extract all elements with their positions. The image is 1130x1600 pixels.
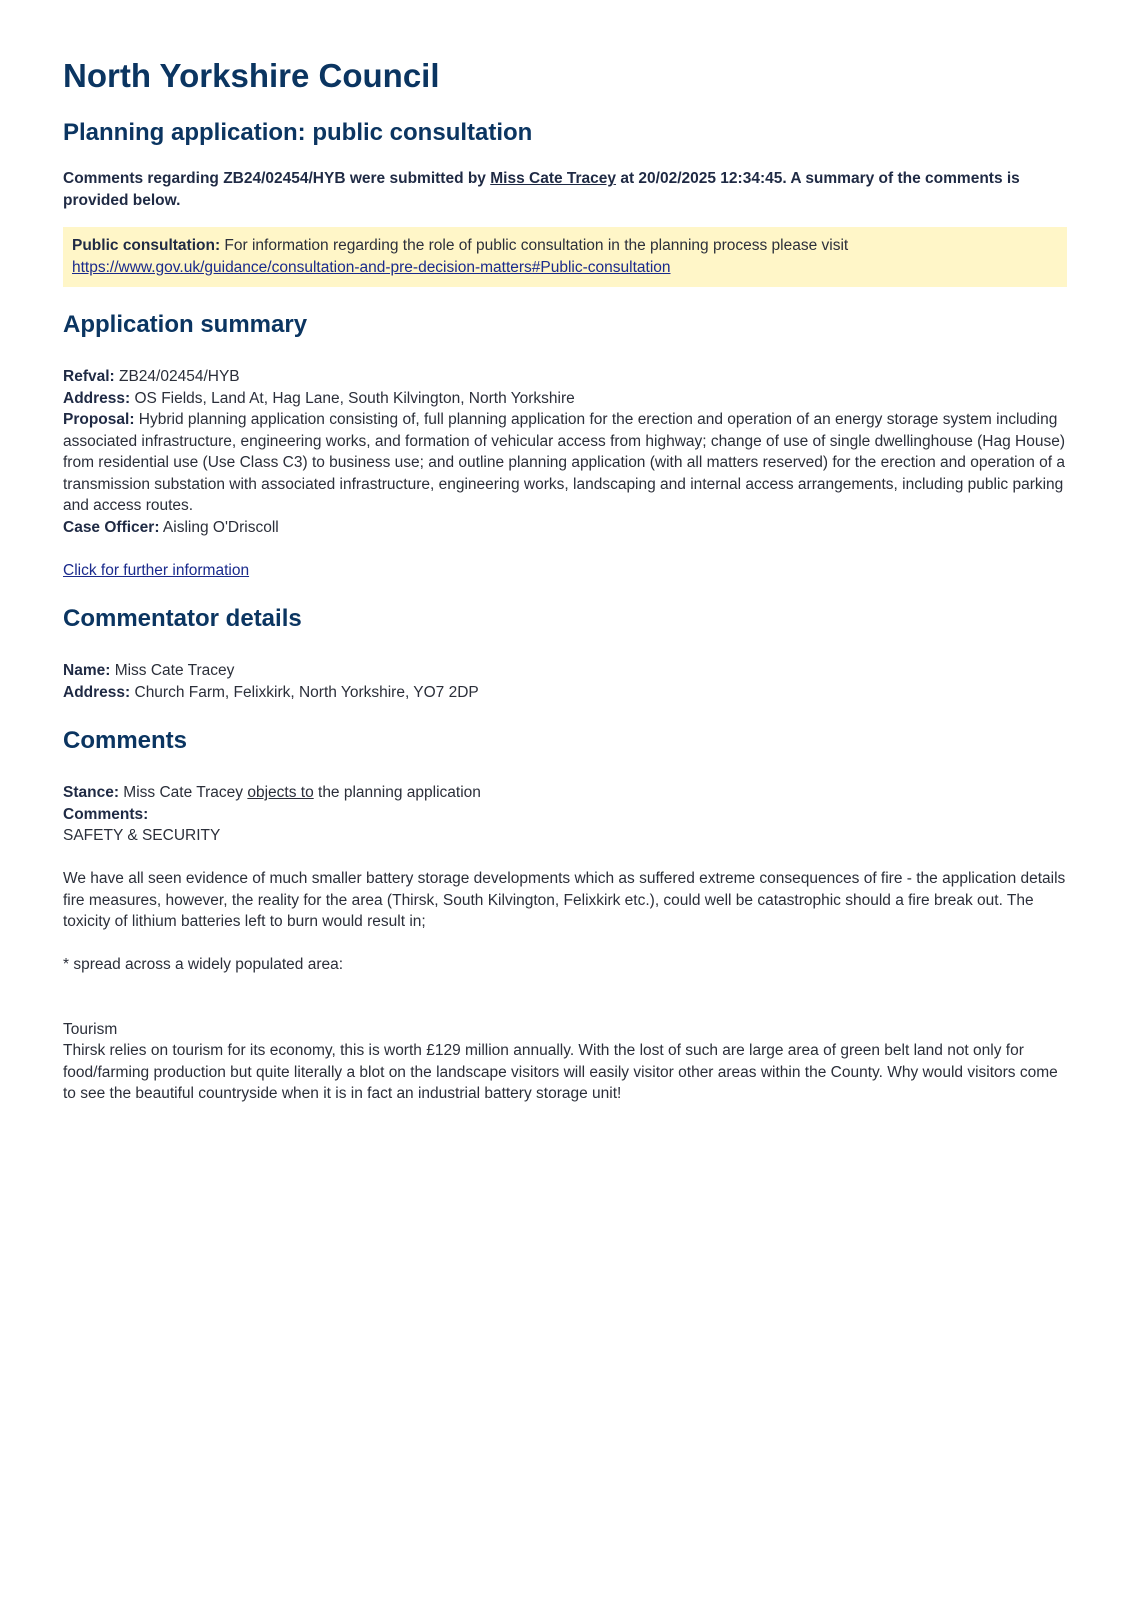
stance-row — [63, 782, 1067, 804]
stance-prefix: Miss Cate Tracey — [119, 784, 248, 801]
submission-intro — [63, 168, 1067, 211]
stance-action: objects to — [247, 784, 314, 801]
case-officer-value: Aisling O'Driscoll — [159, 518, 279, 536]
notice-text: For information regarding the role of public consultation in the planning process please visit — [220, 237, 849, 254]
council-title: North Yorkshire Council — [63, 57, 440, 94]
comment-paragraph-safety: We have all seen evidence of much smaller battery storage developments which as suffered extreme consequences of fire - the application details fire measures, however, the reality for the area (Thirsk, South Kilvington, Felixkirk etc.), could well be catastrophic should a fire break out. The toxicity of lithium batteries left to burn would result in; — [63, 870, 1066, 930]
further-info-link[interactable]: Click for further information — [63, 561, 250, 579]
further-info-row — [63, 560, 1067, 582]
comment-bullet: * spread across a widely populated area: — [63, 956, 344, 973]
comments-heading: Comments — [63, 727, 188, 754]
comment-heading-safety: SAFETY & SECURITY — [63, 827, 221, 844]
refval-value: ZB24/02454/HYB — [114, 368, 240, 385]
notice-label: Public consultation: — [72, 237, 221, 254]
comments-body — [63, 782, 1067, 1105]
proposal-row — [63, 409, 1067, 517]
document-page — [63, 52, 1067, 1105]
public-consultation-notice — [63, 227, 1067, 287]
case-officer-label: Case Officer: — [63, 518, 160, 536]
case-officer-row — [63, 517, 1067, 539]
commentator-address-value: Church Farm, Felixkirk, North Yorkshire, YO7 2DP — [130, 683, 479, 701]
commenter-link[interactable]: Miss Cate Tracey — [490, 170, 617, 187]
commentator-address-row — [63, 682, 1067, 704]
proposal-label: Proposal: — [63, 411, 135, 428]
page-subtitle: Planning application: public consultation — [63, 119, 533, 146]
refval-label: Refval: — [63, 368, 115, 385]
guidance-link[interactable]: https://www.gov.uk/guidance/consultation-and-pre-decision-matters#Public-consultation — [72, 258, 671, 276]
stance-suffix: the planning application — [313, 784, 481, 801]
address-label: Address: — [63, 389, 131, 407]
proposal-value: Hybrid planning application consisting of, full planning application for the erection and operation of an energy storage system including associated infrastructure, engineering works, and formation of vehicular access from highway; change of use of single dwellinghouse (Hag House) from residential use (Use Class C3) to business use; and outline planning application (with all matters reserved) for the erection and operation of a transmission substation with associated infrastructure, engineering works, landscaping and internal access arrangements, including public parking and access routes. — [63, 411, 1066, 514]
commentator-heading: Commentator details — [63, 605, 302, 632]
stance-label: Stance: — [63, 784, 119, 801]
commentator-details — [63, 660, 1067, 703]
application-summary-heading: Application summary — [63, 311, 308, 338]
address-row — [63, 388, 1067, 410]
commentator-name-row — [63, 660, 1067, 682]
refval-row — [63, 366, 1067, 388]
comment-heading-tourism: Tourism — [63, 1020, 118, 1038]
intro-suffix: at 20/02/2025 12:34:45. A summary of the comments is provided below. — [63, 170, 1020, 209]
comments-label: Comments: — [63, 805, 149, 823]
commentator-address-label: Address: — [63, 683, 131, 701]
address-value: OS Fields, Land At, Hag Lane, South Kilvington, North Yorkshire — [130, 389, 575, 407]
application-summary-details — [63, 366, 1067, 538]
intro-prefix: Comments regarding ZB24/02454/HYB were submitted by — [63, 170, 491, 187]
comment-paragraph-tourism: Thirsk relies on tourism for its economy, this is worth £129 million annually. With the lost of such are large area of green belt land not only for food/farming production but quite literally a blot on the landscape visitors will easily visitor other areas within the County. Why would visitors come to see the beautiful countryside when it is in fact an industrial battery storage unit! — [63, 1042, 1058, 1102]
commentator-name-label: Name: — [63, 662, 111, 679]
commentator-name-value: Miss Cate Tracey — [110, 662, 235, 679]
